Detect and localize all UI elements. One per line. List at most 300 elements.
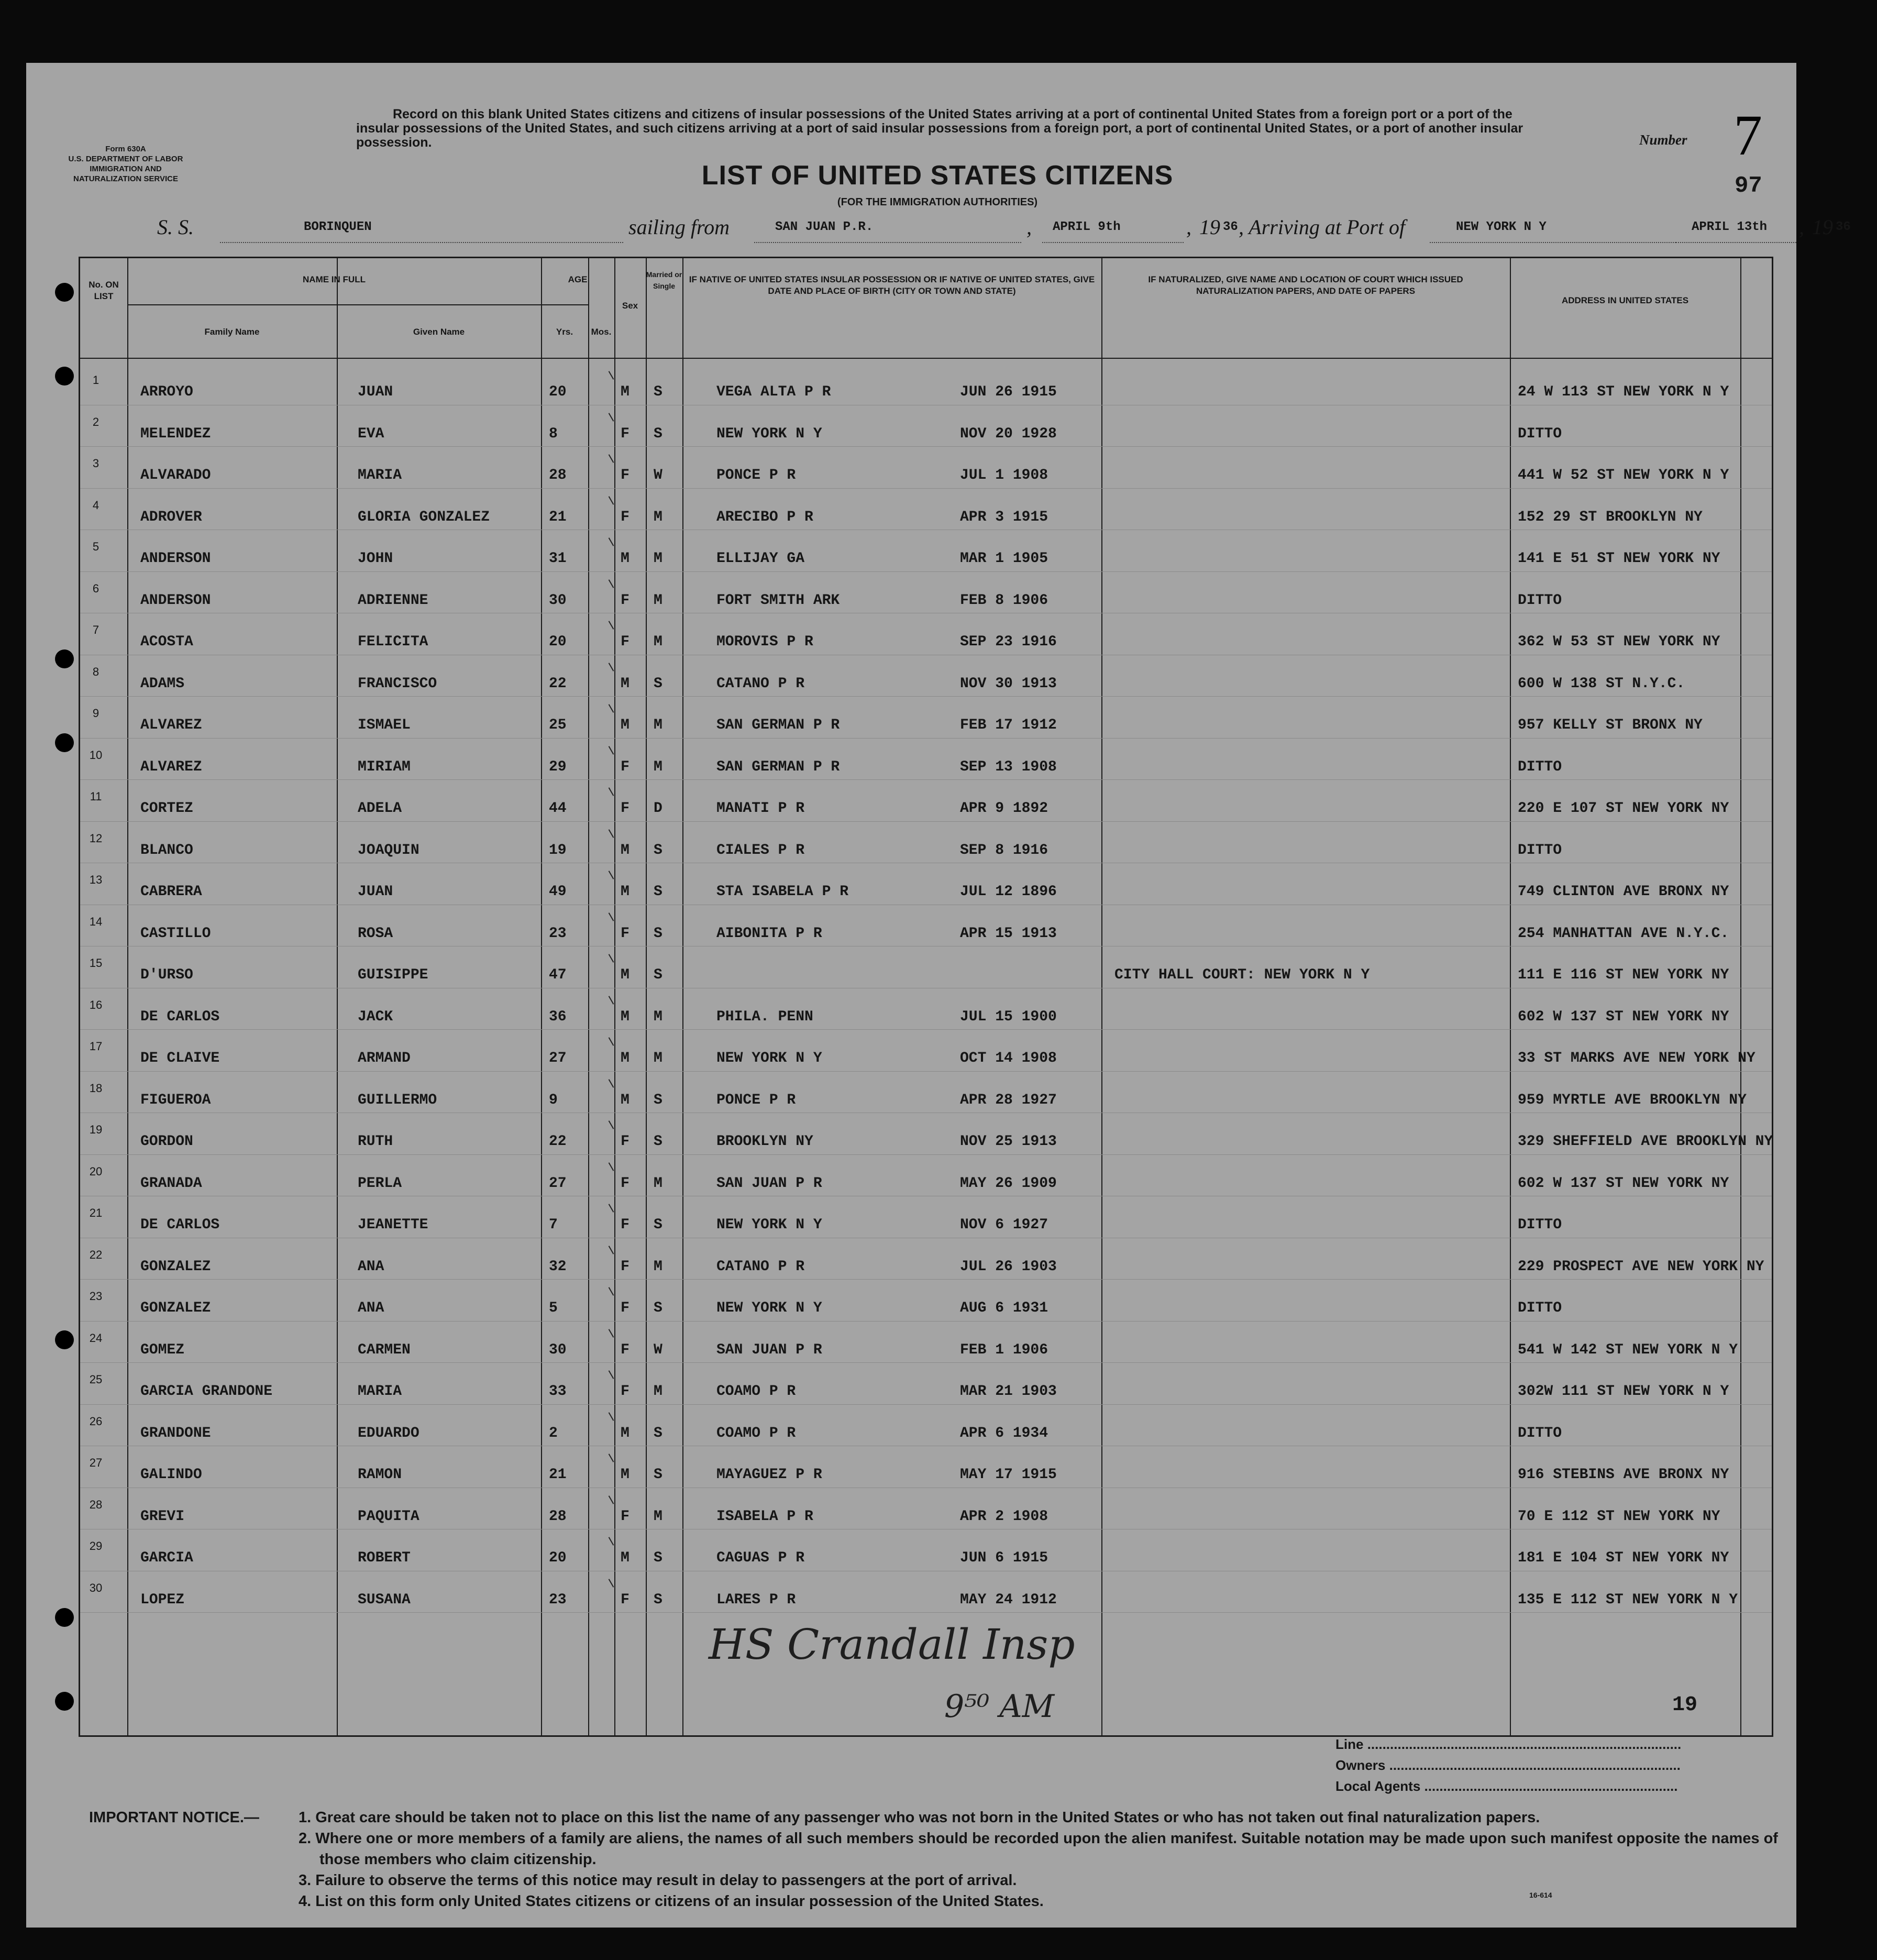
birth-date: MAY 24 1912: [960, 1591, 1057, 1608]
birth-date: APR 3 1915: [960, 509, 1048, 525]
sex: F: [621, 467, 630, 483]
given-name: PAQUITA: [358, 1508, 419, 1525]
birth-place: SAN GERMAN P R: [716, 758, 840, 775]
age-years: 31: [549, 550, 567, 567]
given-name: FELICITA: [358, 634, 428, 650]
row-number: 1: [92, 373, 100, 387]
row-number: 21: [89, 1206, 103, 1219]
row-number: 3: [92, 457, 100, 470]
tick-mark: [595, 579, 614, 596]
sex: F: [621, 509, 630, 525]
age-years: 25: [549, 717, 567, 733]
birth-date: SEP 8 1916: [960, 842, 1048, 858]
sex: F: [621, 1258, 630, 1275]
sex: M: [621, 1050, 630, 1066]
age-years: 33: [549, 1383, 567, 1400]
given-name: JEANETTE: [358, 1217, 428, 1233]
address: 229 PROSPECT AVE NEW YORK NY: [1518, 1258, 1764, 1275]
sex: F: [621, 1133, 630, 1150]
col-header-naturalized: IF NATURALIZED, GIVE NAME AND LOCATION OF COURT WHICH ISSUED NATURALIZATION PAPERS, AND DATE OF PAPERS: [1148, 274, 1463, 296]
sex: F: [621, 1175, 630, 1192]
address: 220 E 107 ST NEW YORK NY: [1518, 800, 1729, 817]
binder-hole: [55, 367, 74, 386]
birth-place: CAGUAS P R: [716, 1550, 805, 1566]
col-header-married: Married or Single: [646, 270, 682, 290]
tick-mark: [595, 1120, 614, 1137]
row-number: 12: [89, 831, 103, 845]
address: 33 ST MARKS AVE NEW YORK NY: [1518, 1050, 1755, 1066]
birth-date: NOV 30 1913: [960, 675, 1057, 692]
marital-status: M: [654, 1175, 663, 1192]
age-years: 9: [549, 1092, 558, 1108]
age-years: 47: [549, 967, 567, 983]
family-name: ARROYO: [140, 384, 193, 400]
owners-label: Owners .............................................................................: [1335, 1757, 1681, 1773]
given-name: ANA: [358, 1258, 384, 1275]
birth-date: AUG 6 1931: [960, 1300, 1048, 1316]
birth-date: APR 9 1892: [960, 800, 1048, 817]
marital-status: W: [654, 1341, 663, 1358]
passenger-table: [79, 257, 1773, 1737]
marital-status: S: [654, 884, 663, 900]
given-name: GUISIPPE: [358, 967, 428, 983]
row-number: 24: [89, 1331, 103, 1345]
signature-time: 9⁵⁰ AM: [944, 1688, 1055, 1725]
row-number: 19: [89, 1123, 103, 1136]
binder-hole: [55, 1692, 74, 1711]
marital-status: S: [654, 1300, 663, 1316]
tick-mark: [595, 371, 614, 388]
marital-status: S: [654, 425, 663, 442]
address: 362 W 53 ST NEW YORK NY: [1518, 634, 1720, 650]
binder-hole: [55, 649, 74, 668]
age-years: 30: [549, 1341, 567, 1358]
marital-status: S: [654, 1550, 663, 1566]
age-years: 28: [549, 1508, 567, 1525]
birth-date: SEP 23 1916: [960, 634, 1057, 650]
birth-date: JUL 26 1903: [960, 1258, 1057, 1275]
intro-text: Record on this blank United States citizens and citizens of insular possessions of the United States arriving at a port of continental United States from a foreign port or a port of the insular possessions of the United States, and such citizens arriving at a port of said insular possessions from a foreign port, a port of continental United States, or a port of another insular possession.: [356, 107, 1523, 150]
birth-place: PONCE P R: [716, 467, 796, 483]
notice-item: 2. Where one or more members of a family are aliens, the names of all such members should be recorded upon the alien manifest. Suitable notation may be made upon such manifest opposite the names of those members who claim citizenship.: [299, 1830, 1778, 1868]
binder-hole: [55, 1330, 74, 1349]
col-header-name: NAME IN FULL: [303, 274, 366, 284]
sex: M: [621, 884, 630, 900]
arrival-port: NEW YORK N Y: [1456, 220, 1547, 234]
address: 135 E 112 ST NEW YORK N Y: [1518, 1591, 1738, 1608]
binder-hole: [55, 1608, 74, 1627]
birth-place: SAN JUAN P R: [716, 1175, 822, 1192]
marital-status: M: [654, 1508, 663, 1525]
age-years: 28: [549, 467, 567, 483]
sex: M: [621, 1008, 630, 1025]
form-number: Form 630A: [105, 145, 146, 153]
marital-status: M: [654, 509, 663, 525]
tick-mark: [595, 1454, 614, 1470]
tick-mark: [595, 704, 614, 721]
tick-mark: [595, 1246, 614, 1262]
address: 152 29 ST BROOKLYN NY: [1518, 509, 1703, 525]
given-name: RUTH: [358, 1133, 393, 1150]
address: 957 KELLY ST BRONX NY: [1518, 717, 1703, 733]
address: DITTO: [1518, 425, 1562, 442]
age-years: 36: [549, 1008, 567, 1025]
address: 70 E 112 ST NEW YORK NY: [1518, 1508, 1720, 1525]
family-name: GREVI: [140, 1508, 185, 1525]
marital-status: S: [654, 967, 663, 983]
family-name: ADROVER: [140, 509, 202, 525]
birth-place: NEW YORK N Y: [716, 1050, 822, 1066]
family-name: GARCIA: [140, 1550, 193, 1566]
given-name: MIRIAM: [358, 758, 411, 775]
birth-place: CIALES P R: [716, 842, 805, 858]
birth-place: MOROVIS P R: [716, 634, 813, 650]
birth-place: MANATI P R: [716, 800, 805, 817]
family-name: ANDERSON: [140, 592, 211, 609]
col-header-sex: Sex: [622, 301, 638, 311]
address: 600 W 138 ST N.Y.C.: [1518, 675, 1685, 692]
col-header-age: AGE: [568, 274, 588, 284]
marital-status: S: [654, 925, 663, 942]
address: DITTO: [1518, 1300, 1562, 1316]
tick-mark: [595, 1204, 614, 1220]
tick-mark: [595, 537, 614, 554]
age-years: 29: [549, 758, 567, 775]
age-years: 19: [549, 842, 567, 858]
agents-label: Local Agents ...................................................................: [1335, 1778, 1678, 1794]
age-years: 20: [549, 384, 567, 400]
address: 181 E 104 ST NEW YORK NY: [1518, 1550, 1729, 1566]
col-header-birth: IF NATIVE OF UNITED STATES INSULAR POSSESSION OR IF NATIVE OF UNITED STATES, GIVE DATE AND PLACE OF BIRTH (CITY OR TOWN AND STATE): [689, 274, 1095, 296]
marital-status: M: [654, 1008, 663, 1025]
birth-date: MAY 17 1915: [960, 1467, 1057, 1483]
sex: F: [621, 758, 630, 775]
agency-service: NATURALIZATION SERVICE: [73, 174, 178, 183]
marital-status: S: [654, 675, 663, 692]
sex: F: [621, 1341, 630, 1358]
marital-status: M: [654, 550, 663, 567]
birth-date: APR 15 1913: [960, 925, 1057, 942]
row-number: 13: [89, 873, 103, 886]
age-years: 20: [549, 1550, 567, 1566]
sex: F: [621, 1508, 630, 1525]
row-number: 9: [92, 707, 100, 720]
marital-status: S: [654, 1467, 663, 1483]
family-name: DE CARLOS: [140, 1217, 220, 1233]
agency-block: [47, 144, 204, 184]
age-years: 23: [549, 925, 567, 942]
age-years: 21: [549, 509, 567, 525]
given-name: CARMEN: [358, 1341, 411, 1358]
marital-status: D: [654, 800, 663, 817]
row-number: 2: [92, 415, 100, 428]
family-name: BLANCO: [140, 842, 193, 858]
address: 749 CLINTON AVE BRONX NY: [1518, 884, 1729, 900]
tick-mark: [595, 1079, 614, 1096]
row-number: 6: [92, 581, 100, 595]
tick-mark: [595, 1329, 614, 1346]
sex: M: [621, 1467, 630, 1483]
sex: F: [621, 925, 630, 942]
sex: M: [621, 967, 630, 983]
col-header-address: ADDRESS IN UNITED STATES: [1561, 295, 1689, 305]
sex: F: [621, 1591, 630, 1608]
birth-place: VEGA ALTA P R: [716, 384, 831, 400]
tick-mark: [595, 1579, 614, 1595]
ss-label: S. S.: [157, 215, 194, 239]
birth-date: FEB 8 1906: [960, 592, 1048, 609]
given-name: EDUARDO: [358, 1425, 419, 1441]
col-header-family: Family Name: [204, 327, 260, 337]
birth-date: MAR 21 1903: [960, 1383, 1057, 1400]
given-name: JACK: [358, 1008, 393, 1025]
given-name: EVA: [358, 425, 384, 442]
birth-date: JUL 1 1908: [960, 467, 1048, 483]
agency-line: IMMIGRATION AND: [90, 164, 162, 173]
family-name: LOPEZ: [140, 1591, 185, 1608]
given-name: ANA: [358, 1300, 384, 1316]
tick-mark: [595, 496, 614, 513]
given-name: ARMAND: [358, 1050, 411, 1066]
family-name: DE CLAIVE: [140, 1050, 220, 1066]
birth-date: FEB 17 1912: [960, 717, 1057, 733]
age-years: 44: [549, 800, 567, 817]
birth-place: STA ISABELA P R: [716, 884, 849, 900]
family-name: ALVAREZ: [140, 758, 202, 775]
given-name: GLORIA GONZALEZ: [358, 509, 490, 525]
tick-mark: [595, 663, 614, 679]
given-name: RAMON: [358, 1467, 402, 1483]
row-number: 22: [89, 1248, 103, 1261]
birth-place: ARECIBO P R: [716, 509, 813, 525]
address: 602 W 137 ST NEW YORK NY: [1518, 1175, 1729, 1192]
arrival-year: 36: [1836, 220, 1851, 234]
birth-place: NEW YORK N Y: [716, 1300, 822, 1316]
birth-place: FORT SMITH ARK: [716, 592, 840, 609]
tick-mark: [595, 1370, 614, 1387]
total-count: 19: [1672, 1693, 1698, 1717]
address: DITTO: [1518, 842, 1562, 858]
age-years: 30: [549, 592, 567, 609]
given-name: PERLA: [358, 1175, 402, 1192]
address: DITTO: [1518, 1425, 1562, 1441]
sex: M: [621, 550, 630, 567]
row-number: 16: [89, 998, 103, 1011]
notice-lead: IMPORTANT NOTICE.—: [89, 1809, 259, 1826]
birth-date: JUN 26 1915: [960, 384, 1057, 400]
address: DITTO: [1518, 758, 1562, 775]
given-name: ISMAEL: [358, 717, 411, 733]
given-name: SUSANA: [358, 1591, 411, 1608]
sex: M: [621, 1550, 630, 1566]
row-number: 10: [89, 748, 103, 762]
line-label: Line ...................................................................................: [1335, 1736, 1682, 1752]
address: 441 W 52 ST NEW YORK N Y: [1518, 467, 1729, 483]
family-name: GONZALEZ: [140, 1300, 211, 1316]
given-name: GUILLERMO: [358, 1092, 437, 1108]
col-header-no: No. ON LIST: [89, 280, 119, 301]
tick-mark: [595, 1412, 614, 1429]
tick-mark: [595, 996, 614, 1012]
family-name: GORDON: [140, 1133, 193, 1150]
marital-status: S: [654, 1133, 663, 1150]
marital-status: S: [654, 842, 663, 858]
given-name: ADELA: [358, 800, 402, 817]
family-name: ACOSTA: [140, 634, 193, 650]
number-value: 7: [1734, 103, 1762, 167]
marital-status: S: [654, 1591, 663, 1608]
marital-status: S: [654, 384, 663, 400]
given-name: ROSA: [358, 925, 393, 942]
address: DITTO: [1518, 1217, 1562, 1233]
address: 541 W 142 ST NEW YORK N Y: [1518, 1341, 1738, 1358]
sex: M: [621, 1425, 630, 1441]
given-name: JOAQUIN: [358, 842, 419, 858]
agency-department: U.S. DEPARTMENT OF LABOR: [68, 155, 183, 163]
given-name: MARIA: [358, 467, 402, 483]
tick-mark: [595, 746, 614, 763]
ship-name: BORINQUEN: [304, 220, 372, 234]
sex: F: [621, 634, 630, 650]
notice-item: 4. List on this form only United States citizens or citizens of an insular possession of the United States.: [299, 1893, 1044, 1910]
marital-status: M: [654, 634, 663, 650]
tick-mark: [595, 1495, 614, 1512]
family-name: CABRERA: [140, 884, 202, 900]
sex: F: [621, 1383, 630, 1400]
row-number: 28: [89, 1497, 103, 1511]
birth-place: CATANO P R: [716, 675, 805, 692]
age-years: 8: [549, 425, 558, 442]
row-number: 17: [89, 1040, 103, 1053]
row-number: 4: [92, 498, 100, 512]
address: 302W 111 ST NEW YORK N Y: [1518, 1383, 1729, 1400]
age-years: 22: [549, 675, 567, 692]
notice-item: 1. Great care should be taken not to place on this list the name of any passenger who was not born in the United States or who has not taken out final naturalization papers.: [299, 1809, 1540, 1826]
tick-mark: [595, 912, 614, 929]
birth-place: BROOKLYN NY: [716, 1133, 813, 1150]
form-code: 16-614: [1529, 1891, 1552, 1899]
departure-date: APRIL 9th: [1053, 220, 1121, 234]
address: 602 W 137 ST NEW YORK NY: [1518, 1008, 1729, 1025]
marital-status: M: [654, 1050, 663, 1066]
row-number: 23: [89, 1290, 103, 1303]
tick-mark: [595, 871, 614, 887]
birth-date: NOV 20 1928: [960, 425, 1057, 442]
age-years: 2: [549, 1425, 558, 1441]
birth-place: COAMO P R: [716, 1383, 796, 1400]
age-years: 23: [549, 1591, 567, 1608]
naturalization-court: CITY HALL COURT: NEW YORK N Y: [1114, 967, 1370, 983]
marital-status: S: [654, 1092, 663, 1108]
family-name: GOMEZ: [140, 1341, 185, 1358]
given-name: JUAN: [358, 884, 393, 900]
birth-date: MAY 26 1909: [960, 1175, 1057, 1192]
address: 141 E 51 ST NEW YORK NY: [1518, 550, 1720, 567]
given-name: FRANCISCO: [358, 675, 437, 692]
sailing-label: sailing from: [628, 215, 730, 239]
important-notice: [89, 1807, 1781, 1912]
age-years: 32: [549, 1258, 567, 1275]
sex: F: [621, 1217, 630, 1233]
family-name: CASTILLO: [140, 925, 211, 942]
address: 959 MYRTLE AVE BROOKLYN NY: [1518, 1092, 1747, 1108]
birth-date: JUL 12 1896: [960, 884, 1057, 900]
age-years: 22: [549, 1133, 567, 1150]
notice-item: 3. Failure to observe the terms of this notice may result in delay to passengers at the port of arrival.: [299, 1872, 1017, 1889]
birth-place: CATANO P R: [716, 1258, 805, 1275]
birth-place: PHILA. PENN: [716, 1008, 813, 1025]
sex: F: [621, 592, 630, 609]
age-years: 20: [549, 634, 567, 650]
page-title: LIST OF UNITED STATES CITIZENS: [701, 160, 1174, 191]
birth-date: OCT 14 1908: [960, 1050, 1057, 1066]
birth-place: SAN JUAN P R: [716, 1341, 822, 1358]
age-years: 27: [549, 1175, 567, 1192]
tick-mark: [595, 1162, 614, 1179]
tick-mark: [595, 621, 614, 637]
family-name: ALVAREZ: [140, 717, 202, 733]
inspector-signature: HS Crandall Insp: [709, 1620, 1075, 1669]
page-subtitle: (FOR THE IMMIGRATION AUTHORITIES): [837, 196, 1038, 208]
sex: M: [621, 1092, 630, 1108]
birth-date: MAR 1 1905: [960, 550, 1048, 567]
family-name: DE CARLOS: [140, 1008, 220, 1025]
birth-date: APR 28 1927: [960, 1092, 1057, 1108]
sex: M: [621, 717, 630, 733]
family-name: MELENDEZ: [140, 425, 211, 442]
marital-status: S: [654, 1217, 663, 1233]
birth-place: ELLIJAY GA: [716, 550, 805, 567]
birth-date: FEB 1 1906: [960, 1341, 1048, 1358]
family-name: GRANDONE: [140, 1425, 211, 1441]
row-number: 25: [89, 1373, 103, 1386]
family-name: GONZALEZ: [140, 1258, 211, 1275]
family-name: GARCIA GRANDONE: [140, 1383, 273, 1400]
marital-status: S: [654, 1425, 663, 1441]
year1-label: 19: [1199, 215, 1220, 239]
manifest-sheet: [26, 63, 1851, 1928]
birth-place: ISABELA P R: [716, 1508, 813, 1525]
row-number: 14: [89, 915, 103, 928]
row-number: 8: [92, 665, 100, 678]
address: 24 W 113 ST NEW YORK N Y: [1518, 384, 1729, 400]
birth-date: SEP 13 1908: [960, 758, 1057, 775]
row-number: 18: [89, 1081, 103, 1095]
age-years: 5: [549, 1300, 558, 1316]
address: 111 E 116 ST NEW YORK NY: [1518, 967, 1729, 983]
number-label: Number: [1639, 132, 1687, 148]
sheet-number: 97: [1735, 173, 1762, 199]
family-name: GRANADA: [140, 1175, 202, 1192]
row-number: 5: [92, 540, 100, 553]
row-number: 7: [92, 623, 100, 636]
birth-place: MAYAGUEZ P R: [716, 1467, 822, 1483]
binder-hole: [55, 283, 74, 302]
row-number: 20: [89, 1164, 103, 1178]
birth-date: APR 2 1908: [960, 1508, 1048, 1525]
row-number: 30: [89, 1581, 103, 1594]
age-years: 49: [549, 884, 567, 900]
family-name: FIGUEROA: [140, 1092, 211, 1108]
given-name: ROBERT: [358, 1550, 411, 1566]
given-name: JOHN: [358, 550, 393, 567]
row-number: 11: [90, 790, 102, 803]
birth-place: COAMO P R: [716, 1425, 796, 1441]
departure-year: 36: [1223, 220, 1238, 234]
tick-mark: [595, 1537, 614, 1554]
marital-status: M: [654, 758, 663, 775]
birth-place: AIBONITA P R: [716, 925, 822, 942]
